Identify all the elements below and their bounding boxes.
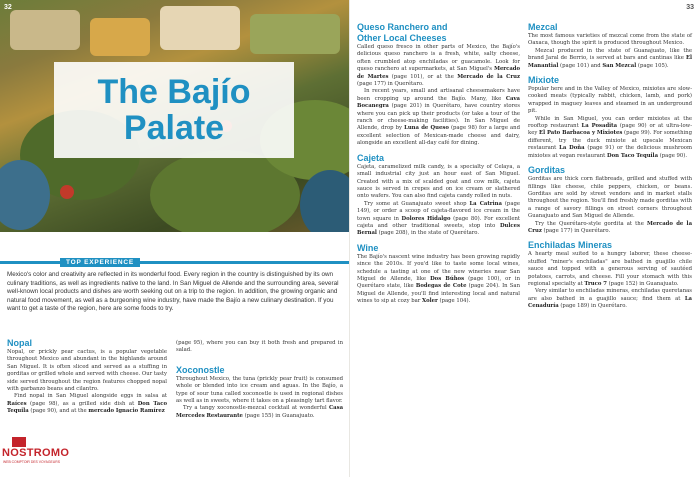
- cajeta-section: [357, 153, 520, 238]
- gorditas-paragraph-1: Gorditas are thick corn flatbreads, grilled and stuffed with fillings like cheese, chile peppers, chicken, or beans. Gorditas are sold by street vendors and in market stalls throughout the region. You'll find freshly made gorditas with a range of savory fillings on street corners throughout Guanajuato and San Miguel de Allende.: [528, 176, 692, 220]
- wine-heading: Wine: [357, 242, 379, 253]
- queso-heading-line1: Queso Ranchero and: [357, 22, 448, 32]
- don-taco-link: Don Taco Tequila: [7, 400, 167, 415]
- nopal-paragraph-2: Find nopal in San Miguel alongside eggs in salsa at Raíces (page 98), as a grilled side dish at Don Taco Tequila (page 90), and at the mercado Ignacio Ramírez: [7, 393, 167, 415]
- nopal-paragraph-2-cont: (page 95), where you can buy it both fresh and prepared in salad.: [176, 340, 343, 354]
- mezcal-section: [528, 22, 692, 70]
- wine-section: [357, 243, 520, 306]
- left-column-2: [176, 340, 343, 420]
- intro-paragraph: Mexico's color and creativity are reflected in its wonderful food. Every region in the country is distinguished by its own culinary traditions, as well as ingredients native to the land. In San Miguel de Allende and the surrounding area, several well-known local products and dishes are worth seeking out on a trip to the region. In addition, the growing organic and natural food movement, as well as a burgeoning wine industry, have made the Bajío a new culinary destination. If you want to get a taste of the region, here are some foods to try.: [7, 271, 339, 313]
- queso-heading-line2: Other Local Cheeses: [357, 33, 447, 43]
- queso-paragraph-1: Called queso fresco in other parts of Mexico, the Bajío's delicious queso ranchero is a fresh, white, salty cheese, often crumbled atop enchiladas or guacamole. Look for queso ranchero at supermarkets, at San Miguel's Mercado de Martes (page 101), or at the Mercado de la Cruz (page 177) in Querétaro.: [357, 44, 520, 88]
- xoconostle-heading: Xoconostle: [176, 364, 225, 375]
- xoconostle-paragraph-2: Try a tangy xoconostle-mezcal cocktail at wonderful Casa Mercedes Restaurante (page 155) in Guanajuato.: [176, 405, 343, 419]
- right-column-2: [528, 22, 692, 316]
- top-experience-banner: [0, 258, 350, 268]
- nostromo-logo-text: NOSTROMO: [2, 447, 70, 459]
- food-photo: [0, 0, 350, 232]
- enchiladas-paragraph-2: Very similar to enchiladas mineras, enchiladas queretanas are also bathed in a guajillo sauce; find them at La Cenaduría (page 189) in Querétaro.: [528, 288, 692, 310]
- xoconostle-paragraph-1: Throughout Mexico, the tuna (prickly pear fruit) is consumed whole or blended into ice cream and aguas. In the Bajío, a type of sour tuna called xoconostle is used in regional dishes as well as in sweets, where it takes on a pleasingly tart flavor.: [176, 375, 343, 405]
- queso-section: [357, 22, 520, 148]
- cajeta-paragraph-2: Try some at Guanajuato sweet shop La Catrina (page 149), or order a scoop of cajeta-flavored ice cream in the town square in Dolores Hidalgo (page 80). For excellent cajeta and other traditional sweets, stop into Dulces Bernal (page 208), in the state of Querétaro.: [357, 200, 521, 237]
- page-title-line1: The Bajío: [97, 73, 251, 111]
- mixiote-paragraph-2: While in San Miguel, you can order mixiotes at the rooftop restaurant La Posadita (page 90) or at ultra-low-key El Pato Barbacoa y Mixiotes (page 99). For something different, try the duck mixiote at upscale Mexican restaurant La Doña (page 91) or the delicious mushroom mixiotes at vegan restaurant Don Taco Tequila (page 90).: [528, 115, 692, 159]
- mezcal-paragraph-2: Mezcal produced in the state of Guanajuato, like the brand Jaral de Berrio, is served at bars and cantinas like El Manantial (page 101) and San Mezcal (page 105).: [528, 47, 692, 69]
- banner-rule: [0, 261, 350, 264]
- cajeta-paragraph-1: Cajeta, caramelized milk candy, is a specialty of Celaya, a small industrial city just an hour east of San Miguel. Created with a mix of scalded goat and cow milk, cajeta sauce is served in crepes and on ice cream or slathered onto wafers. You can also find cajeta candy rolled in nuts.: [357, 163, 520, 200]
- wine-paragraph-1: The Bajío's nascent wine industry has been growing rapidly since the 2010s. If you'd like to taste some local wines, schedule a tasting at one of the new wineries near San Miguel de Allende, like Dos Búhos (page 100), or in Querétaro state, like Bodegas de Cote (page 204). In San Miguel de Allende, you'll find interesting local and natural wines to sip at cozy bar Xoler (page 104).: [357, 253, 521, 305]
- mezcal-heading: Mezcal: [528, 22, 558, 32]
- nostromo-flag-icon: [12, 437, 26, 447]
- gorditas-paragraph-2: Try the Querétaro-style gordita at the Mercado de la Cruz (page 177) in Querétaro.: [528, 220, 692, 234]
- queso-paragraph-2: In recent years, small and artisanal cheesemakers have been cropping up around the Bajío. Many, like Cava Bocanegra (page 201) in Querétaro, have country stores where you can pick up their products (or take a tour of the ranch or cheese-making facilities). In San Miguel de Allende, drop by Luna de Queso (page 98) for a large and excellent selection of Mexican-made cheese and dairy, alongside an excellent all-day café for dining.: [357, 88, 520, 147]
- nopal-paragraph-1: Nopal, or prickly pear cactus, is a popular vegetable throughout Mexico and abundant in the highlands around San Miguel. It is often sliced and served as a stuffing in gorditas or grilled whole and served with cheese. Our tasty side served throughout the region features chopped nopal with garbanzo beans and cilantro.: [7, 349, 167, 393]
- enchiladas-paragraph-1: A hearty meal suited to a hungry laborer, these cheese-stuffed "miner's enchiladas" are bathed in guajillo chile sauce and topped with a generous serving of sautéed potatoes, carrots, and cheese. Fill your stomach with this regional specialty at Truco 7 (page 152) in Guanajuato.: [528, 251, 692, 287]
- gorditas-section: [528, 165, 692, 235]
- enchiladas-heading: Enchiladas Mineras: [528, 240, 613, 251]
- page-number-right: 33: [686, 4, 694, 11]
- cajeta-heading: Cajeta: [357, 152, 385, 163]
- left-column-1: [7, 338, 167, 416]
- mixiote-heading: Mixiote: [528, 75, 560, 86]
- mezcal-paragraph-1: The most famous varieties of mezcal come from the state of Oaxaca, though the spirit is produced throughout Mexico.: [528, 33, 692, 47]
- gorditas-heading: Gorditas: [528, 165, 566, 176]
- enchiladas-section: [528, 240, 692, 310]
- mercado-link: mercado Ignacio Ramírez: [88, 408, 165, 415]
- casa-mercedes-link: Casa Mercedes Restaurante: [176, 405, 343, 419]
- mixiote-paragraph-1: Popular here and in the Valley of Mexico, mixiotes are slow-cooked meats (typically rabbit, chicken, lamb, and pork) wrapped in maguey leaves and steamed in an underground pit.: [528, 86, 692, 115]
- page-number-left: 32: [4, 4, 12, 11]
- right-column-1: [357, 22, 520, 311]
- right-page: [350, 0, 700, 477]
- title-box: [54, 62, 294, 158]
- nostromo-logo-subtext: WEB COMPTOIR DES VOYAGEURS: [3, 460, 60, 464]
- top-experience-label: TOP EXPERIENCE: [60, 258, 140, 267]
- raices-link: Raíces: [7, 400, 27, 407]
- mixiote-section: [528, 75, 692, 160]
- nopal-heading: Nopal: [7, 338, 33, 348]
- page-title-line2: Palate: [123, 109, 225, 147]
- nostromo-watermark: [0, 437, 72, 477]
